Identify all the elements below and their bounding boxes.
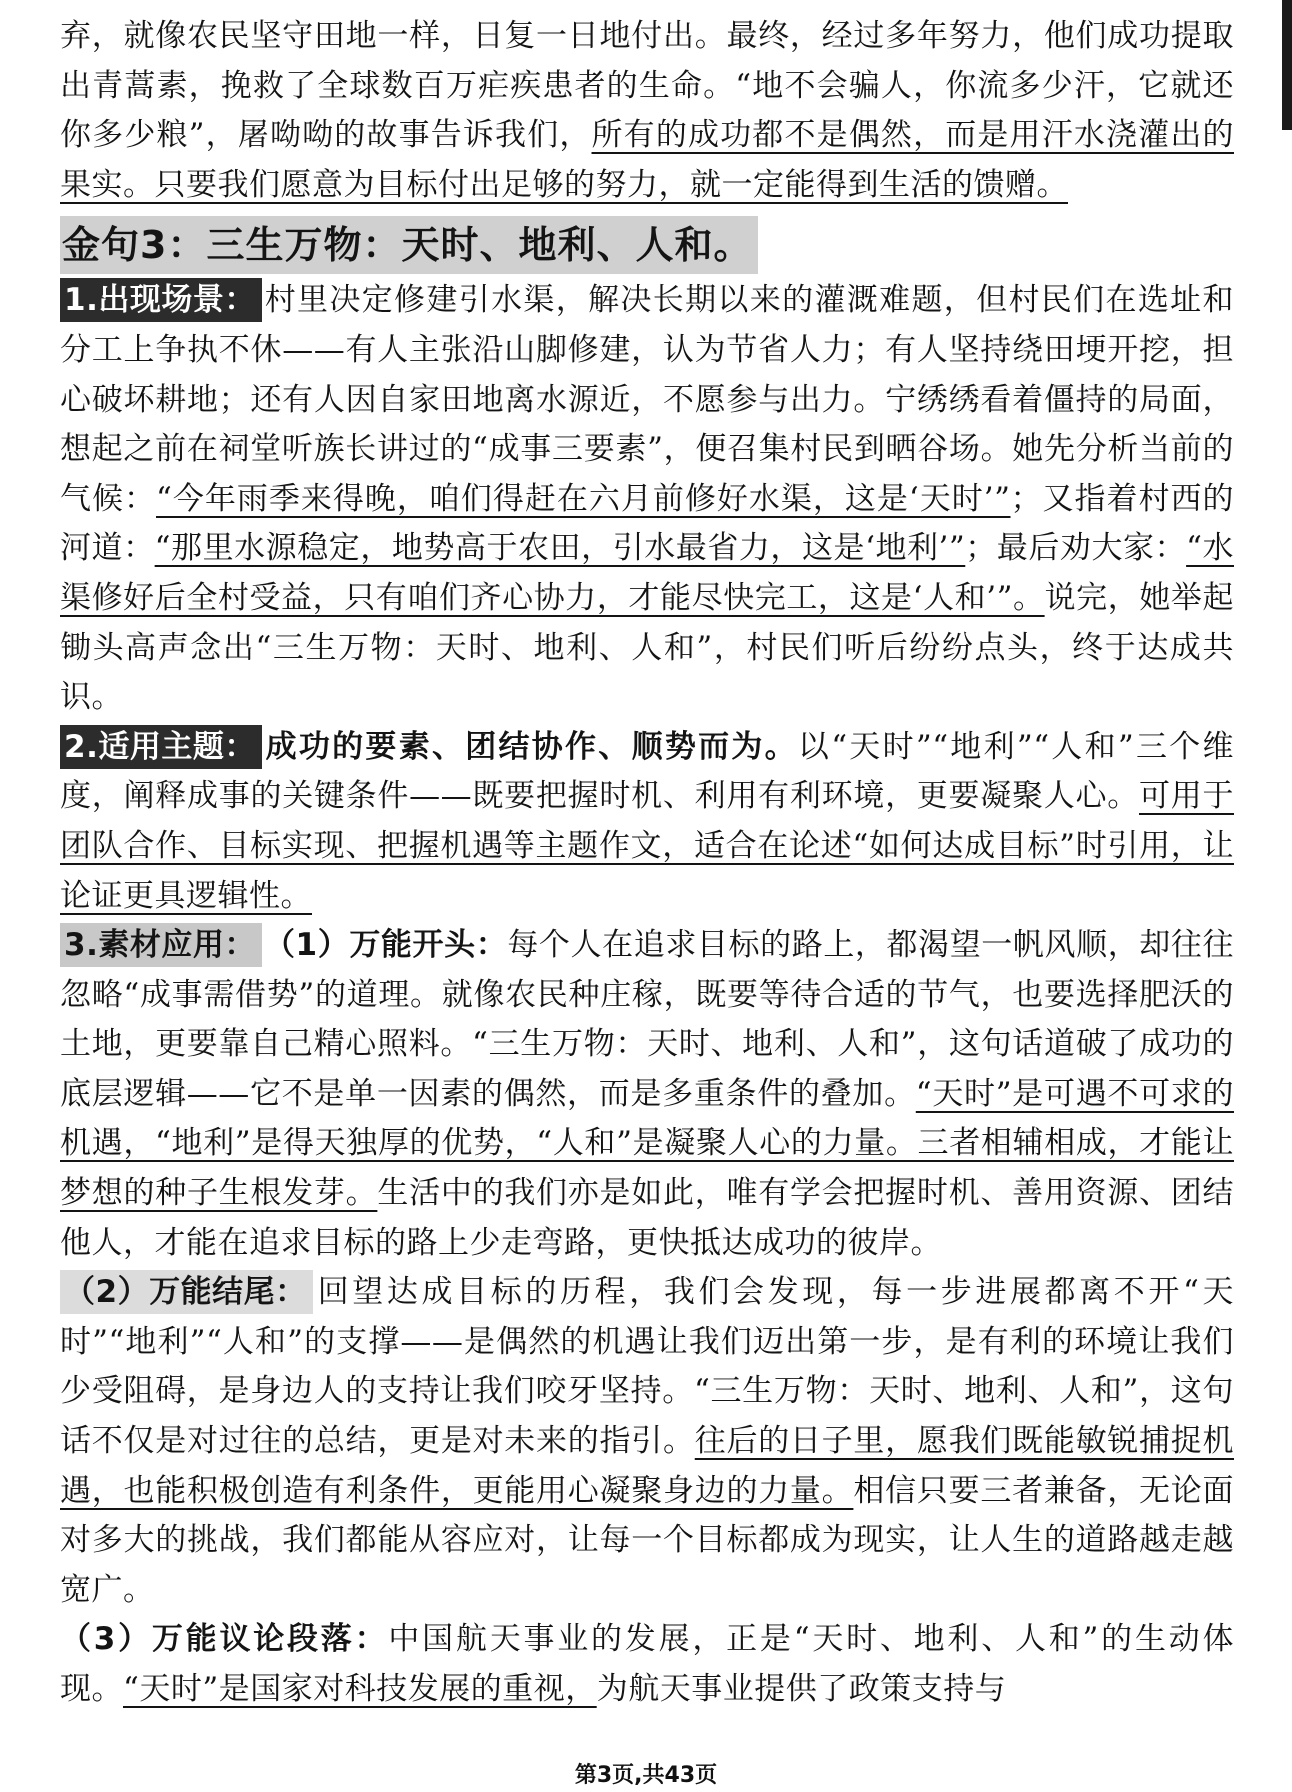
- scene-underlined-1: “今年雨季来得晚，咱们得赶在六月前修好水渠，这是‘天时’”: [156, 480, 1011, 517]
- opening-text-1: 每个人在追求目标的路上，都渴望一帆风顺，却往往忽略“成事需借势”的道理。就像农民种庄稼，既要等待合适的节气，也要选择肥沃的土地，更要靠自己精心照料。“三生万物：天时、地利、人和”，这句话道破了成功的底层逻辑——它不是单一因素的偶然，而是多重条件的叠加。: [60, 927, 1234, 1112]
- page-edge-mark: [1282, 0, 1292, 130]
- section-heading: 金句3：三生万物：天时、地利、人和。: [60, 216, 758, 274]
- scene-underlined-3: “水渠修好后全村受益，只有咱们齐心协力，才能尽快完工，这是‘人和’”。: [60, 530, 1234, 616]
- ending-underlined: 往后的日子里，愿我们既能敏锐捕捉机遇，也能积极创造有利条件，更能用心凝聚身边的力量。: [60, 1423, 1234, 1509]
- scene-text-3: ；最后劝大家：: [965, 530, 1187, 567]
- discussion-text-2: 为航天事业提供了政策支持与: [596, 1671, 1007, 1707]
- theme-paragraph: [60, 723, 1234, 921]
- theme-underlined: 可用于团队合作、目标实现、把握机遇等主题作文，适合在论述“如何达成目标”时引用，让论证更具逻辑性。: [60, 778, 1234, 914]
- opening-paragraph: [60, 921, 1234, 1268]
- scene-underlined-2: “那里水源稳定，地势高于农田，引水最省力，这是‘地利’”: [154, 530, 966, 567]
- opening-underlined: “天时”是可遇不可求的机遇，“地利”是得天独厚的优势，“人和”是凝聚人心的力量。三者相辅相成，才能让梦想的种子生根发芽。: [60, 1075, 1234, 1212]
- intro-paragraph: [60, 12, 1234, 210]
- material-label: 3.素材应用：: [60, 923, 262, 967]
- theme-text: 以“天时”“地利”“人和”三个维度，阐释成事的关键条件——既要把握时机、利用有利环境，更要凝聚人心。: [60, 728, 1234, 815]
- discussion-paragraph: [60, 1615, 1234, 1714]
- theme-label: 2.适用主题：: [60, 725, 262, 769]
- scene-paragraph: [60, 276, 1234, 722]
- ending-text-2: 相信只要三者兼备，无论面对多大的挑战，我们都能从容应对，让每一个目标都成为现实，让人生的道路越走越宽广。: [60, 1472, 1234, 1608]
- scene-text-2: ；又指着村西的河道：: [60, 480, 1234, 567]
- scene-text-4: 说完，她举起锄头高声念出“三生万物：天时、地利、人和”，村民们听后纷纷点头，终于达成共识。: [60, 579, 1234, 716]
- discussion-text-1: 中国航天事业的发展，正是“天时、地利、人和”的生动体现。: [60, 1621, 1234, 1707]
- intro-underlined: 所有的成功都不是偶然，而是用汗水浇灌出的果实。只要我们愿意为目标付出足够的努力，就一定能得到生活的馈赠。: [60, 117, 1234, 203]
- opening-text-2: 生活中的我们亦是如此，唯有学会把握时机、善用资源、团结他人，才能在追求目标的路上少走弯路，更快抵达成功的彼岸。: [60, 1175, 1234, 1261]
- ending-text-1: 回望达成目标的历程，我们会发现，每一步进展都离不开“天时”“地利”“人和”的支撑——是偶然的机遇让我们迈出第一步，是有利的环境让我们少受阻碍，是身边人的支持让我们咬牙坚持。“三生万物：天时、地利、人和”，这句话不仅是对过往的总结，更是对未来的指引。: [60, 1274, 1234, 1460]
- theme-bold-text: 成功的要素、团结协作、顺势而为。: [263, 728, 798, 765]
- scene-label: 1.出现场景：: [60, 278, 262, 322]
- ending-label: （2）万能结尾：: [60, 1270, 313, 1314]
- discussion-underlined: “天时”是国家对科技发展的重视，: [123, 1671, 597, 1707]
- discussion-label: （3）万能议论段落：: [60, 1621, 389, 1658]
- page-number: 第3页,共43页: [574, 1763, 718, 1788]
- intro-text: 弃，就像农民坚守田地一样，日复一日地付出。最终，经过多年努力，他们成功提取出青蒿素，挽救了全球数百万疟疾患者的生命。“地不会骗人，你流多少汗，它就还你多少粮”，屠呦呦的故事告诉我们，: [60, 18, 1234, 154]
- ending-paragraph: [60, 1268, 1234, 1615]
- document-page: [60, 12, 1234, 1752]
- opening-label: （1）万能开头：: [263, 927, 508, 964]
- scene-text-1: 村里决定修建引水渠，解决长期以来的灌溉难题，但村民们在选址和分工上争执不休——有人主张沿山脚修建，认为节省人力；有人坚持绕田埂开挖，担心破坏耕地；还有人因自家田地离水源近，不愿参与出力。宁绣绣看着僵持的局面，想起之前在祠堂听族长讲过的“成事三要素”，便召集村民到晒谷场。她先分析当前的气候：: [60, 282, 1234, 517]
